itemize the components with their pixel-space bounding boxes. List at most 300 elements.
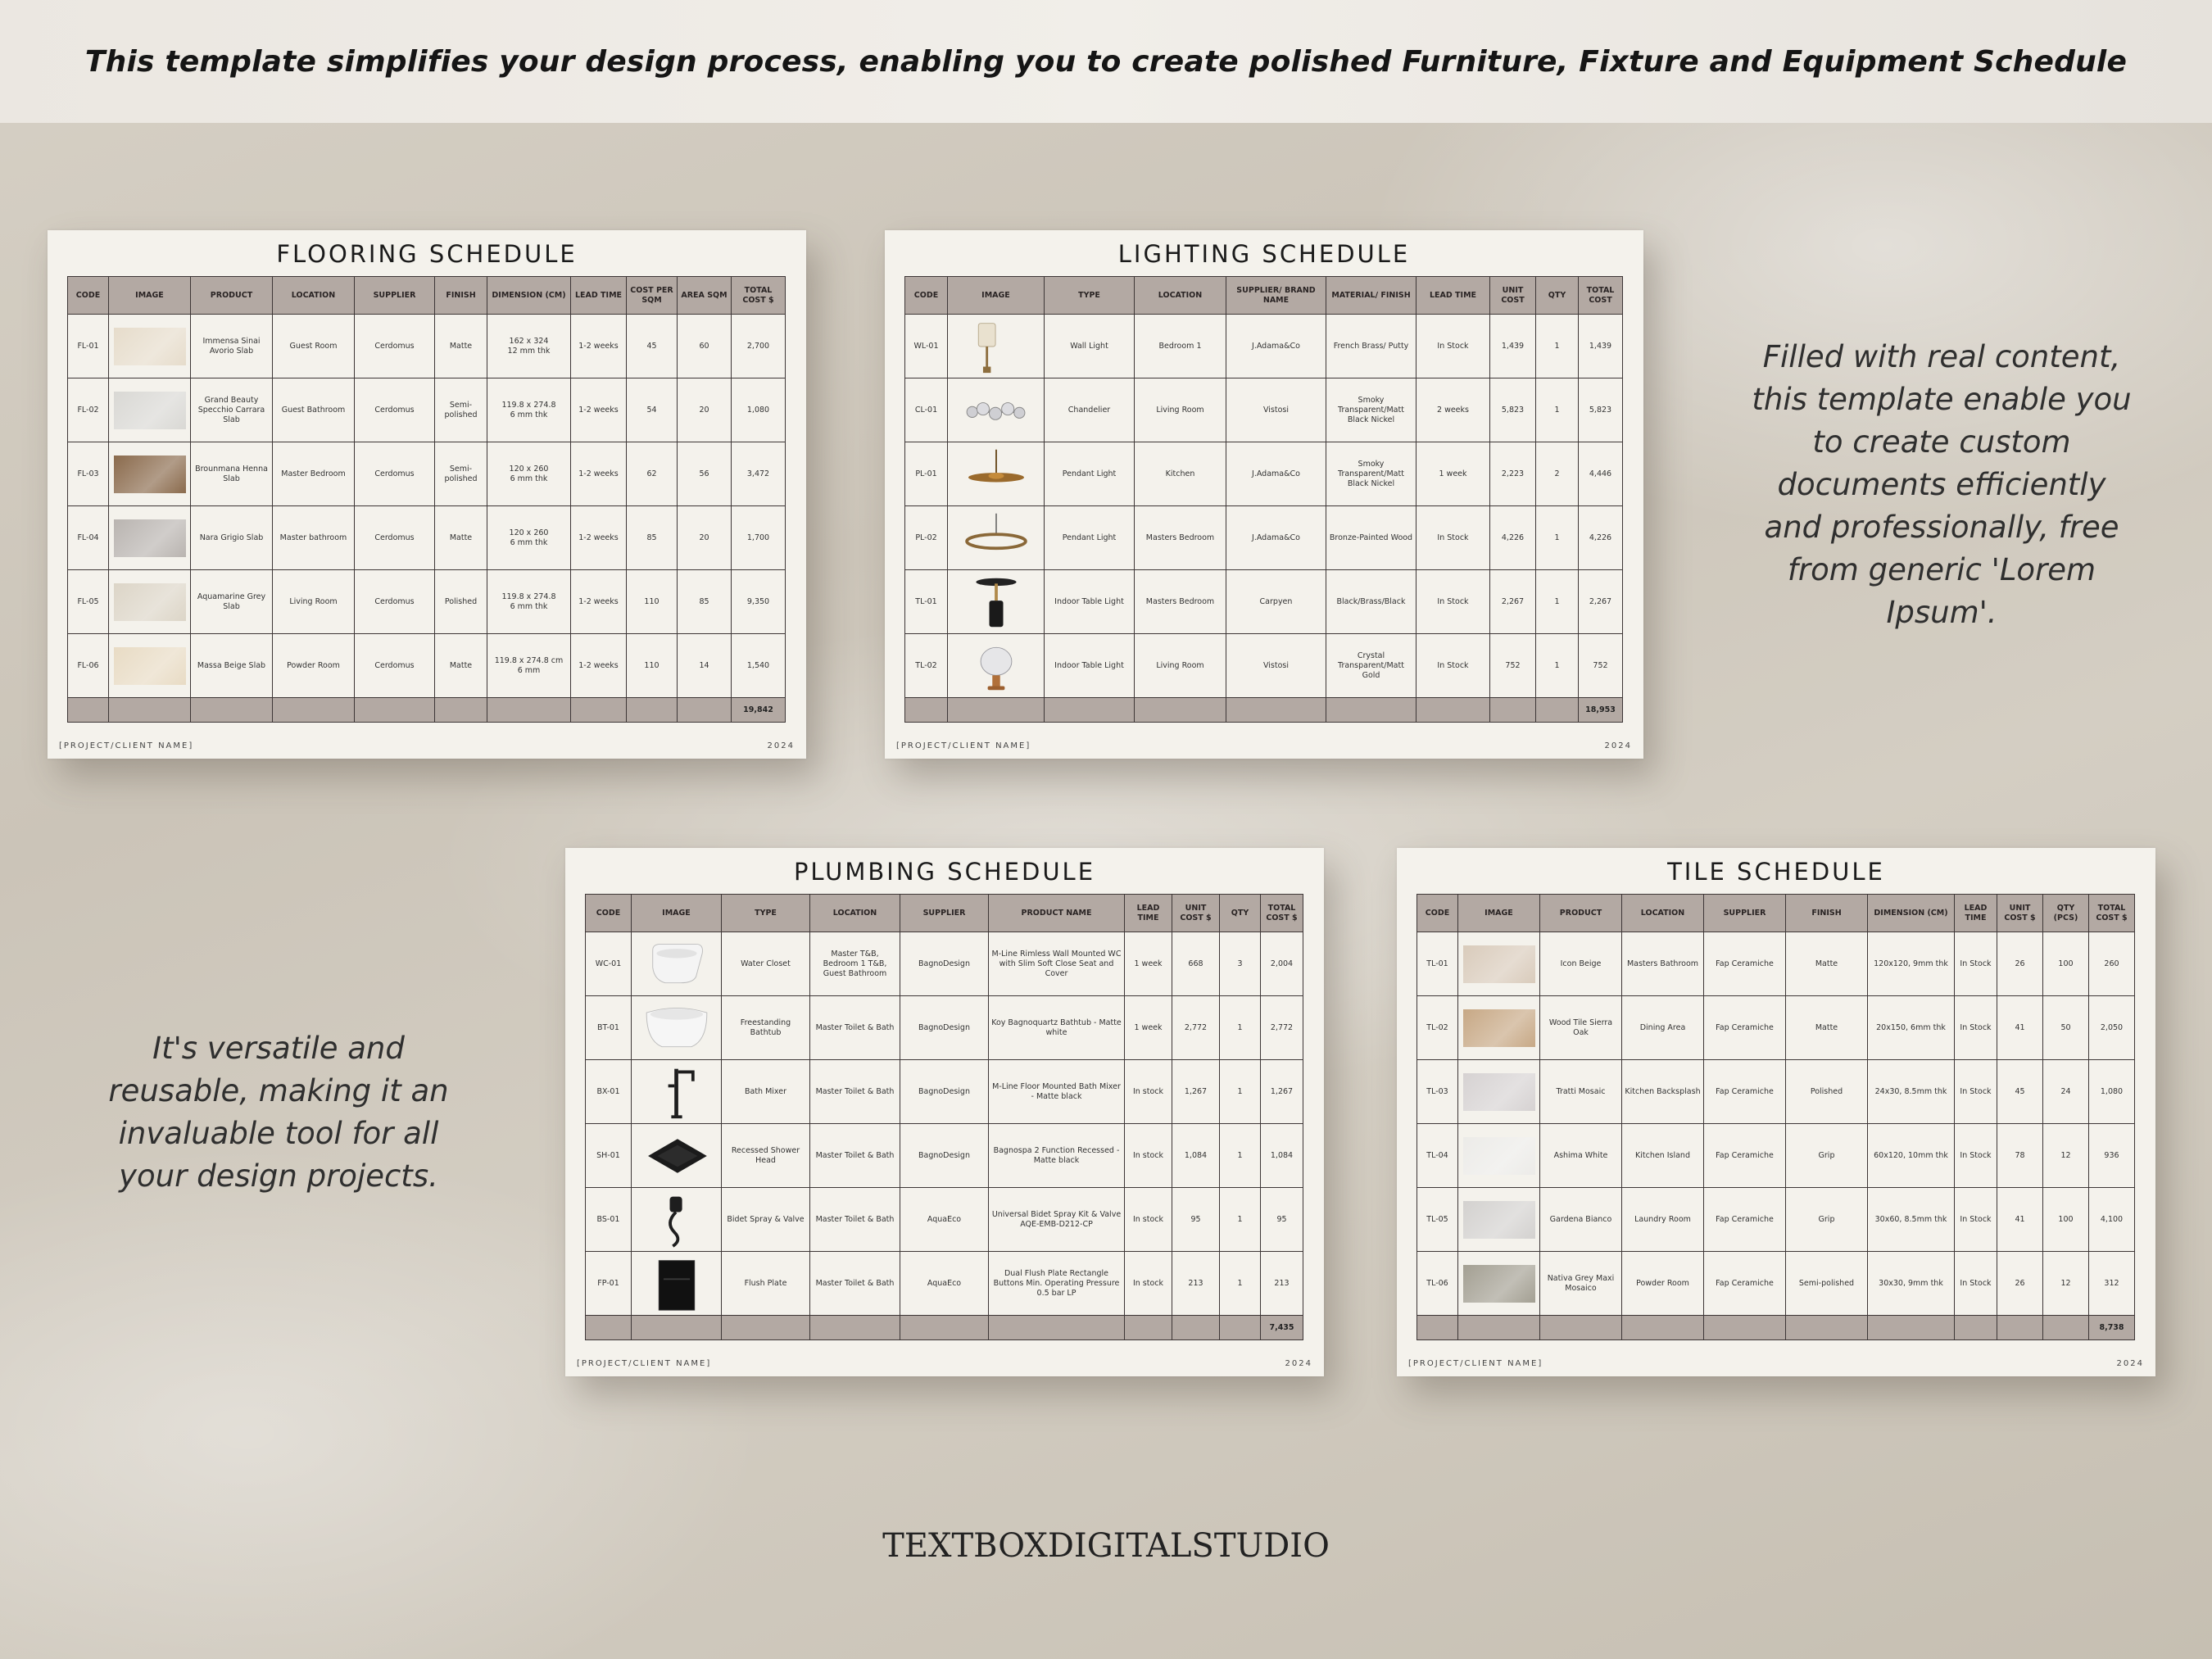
cell-type: Bath Mixer (722, 1060, 810, 1124)
column-header: CODE (905, 277, 948, 315)
cell-product: Dual Flush Plate Rectangle Buttons Min. Operating Pressure 0.5 bar LP (989, 1252, 1125, 1316)
cell-location: Guest Room (273, 315, 355, 378)
sheet-title: FLOORING SCHEDULE (276, 240, 578, 268)
cell-unit: 213 (1172, 1252, 1220, 1316)
cell-code: BS-01 (586, 1188, 632, 1252)
table-row (68, 634, 786, 698)
cell-lead: In Stock (1955, 996, 1997, 1060)
cell-code: PL-02 (905, 506, 948, 570)
table-lamp-icon (952, 574, 1040, 630)
table-row (1417, 932, 2135, 996)
material-swatch (114, 583, 186, 621)
cell-location: Living Room (273, 570, 355, 634)
cell-product: M-Line Rimless Wall Mounted WC with Slim Soft Close Seat and Cover (989, 932, 1125, 996)
total-row-spacer (1868, 1316, 1955, 1340)
total-row-spacer (1220, 1316, 1261, 1340)
cell-qty: 1 (1536, 315, 1579, 378)
cell-lead: In Stock (1955, 1060, 1997, 1124)
cell-code: TL-02 (1417, 996, 1458, 1060)
cell-total: 1,080 (732, 378, 786, 442)
cell-unit: 1,439 (1490, 315, 1536, 378)
cell-dimension: 30x60, 8.5mm thk (1868, 1188, 1955, 1252)
cell-lead: 1-2 weeks (571, 442, 627, 506)
cell-type: Indoor Table Light (1045, 634, 1135, 698)
image-cell (1458, 1060, 1540, 1124)
cell-product: Brounmana Henna Slab (191, 442, 273, 506)
project-client-name: [PROJECT/CLIENT NAME] (1408, 1359, 1543, 1368)
total-row-spacer (948, 698, 1045, 723)
cell-supplier: Fap Ceramiche (1704, 1188, 1786, 1252)
cell-code: BT-01 (586, 996, 632, 1060)
cell-lead: In Stock (1416, 570, 1490, 634)
cell-location: Kitchen (1135, 442, 1226, 506)
cell-product: M-Line Floor Mounted Bath Mixer - Matte black (989, 1060, 1125, 1124)
year-label: 2024 (2116, 1359, 2144, 1368)
column-header: QTY (1220, 895, 1261, 932)
cell-supplier: J.Adama&Co (1226, 442, 1326, 506)
cell-unit: 78 (1997, 1124, 2043, 1188)
column-header: SUPPLIER (355, 277, 435, 315)
cell-type: Recessed Shower Head (722, 1124, 810, 1188)
cell-qty: 1 (1220, 1188, 1261, 1252)
cell-lead: 2 weeks (1416, 378, 1490, 442)
cell-unit: 45 (1997, 1060, 2043, 1124)
total-row-spacer (355, 698, 435, 723)
cell-product: Massa Beige Slab (191, 634, 273, 698)
cell-location: Living Room (1135, 378, 1226, 442)
cell-dimension: 24x30, 8.5mm thk (1868, 1060, 1955, 1124)
total-row-spacer (586, 1316, 632, 1340)
cell-type: Flush Plate (722, 1252, 810, 1316)
sheet-title: PLUMBING SCHEDULE (793, 858, 1096, 886)
cell-lead: 1 week (1125, 932, 1172, 996)
cell-product: Ashima White (1540, 1124, 1622, 1188)
cell-code: WL-01 (905, 315, 948, 378)
column-header: COST PER SQM (627, 277, 678, 315)
cell-code: FL-05 (68, 570, 109, 634)
cell-location: Masters Bedroom (1135, 506, 1226, 570)
cell-total: 4,100 (2089, 1188, 2135, 1252)
cell-supplier: BagnoDesign (900, 932, 989, 996)
table-row (1417, 1252, 2135, 1316)
cell-lead: In Stock (1955, 1124, 1997, 1188)
shower-head-icon (636, 1128, 718, 1184)
cell-code: TL-05 (1417, 1188, 1458, 1252)
column-header: IMAGE (948, 277, 1045, 315)
cell-total: 1,084 (1261, 1124, 1303, 1188)
cell-dimension: 30x30, 9mm thk (1868, 1252, 1955, 1316)
cell-unit: 5,823 (1490, 378, 1536, 442)
column-header: UNIT COST $ (1172, 895, 1220, 932)
cell-material: Bronze-Painted Wood (1326, 506, 1416, 570)
grand-total: 7,435 (1261, 1316, 1303, 1340)
image-cell (948, 442, 1045, 506)
cell-total: 3,472 (732, 442, 786, 506)
table-row (1417, 996, 2135, 1060)
image-cell (1458, 996, 1540, 1060)
plumbing-table (585, 894, 1303, 1340)
total-row-spacer (1786, 1316, 1868, 1340)
cell-unit: 2,267 (1490, 570, 1536, 634)
total-row-spacer (1045, 698, 1135, 723)
column-header: LEAD TIME (1955, 895, 1997, 932)
column-header: QTY (PCS) (2043, 895, 2089, 932)
total-row-spacer (1326, 698, 1416, 723)
total-row-spacer (1704, 1316, 1786, 1340)
cell-material: Smoky Transparent/Matt Black Nickel (1326, 378, 1416, 442)
material-swatch (1463, 1201, 1535, 1239)
column-header: FINISH (435, 277, 487, 315)
bidet-spray-icon (636, 1192, 718, 1248)
cell-product: Aquamarine Grey Slab (191, 570, 273, 634)
cell-unit: 1,084 (1172, 1124, 1220, 1188)
cell-qty: 1 (1220, 1252, 1261, 1316)
cell-lead: In Stock (1416, 315, 1490, 378)
cell-area: 56 (678, 442, 732, 506)
column-header: CODE (1417, 895, 1458, 932)
cell-supplier: Cerdomus (355, 506, 435, 570)
cell-finish: Matte (435, 506, 487, 570)
cell-supplier: BagnoDesign (900, 1060, 989, 1124)
cell-location: Masters Bathroom (1622, 932, 1704, 996)
table-row (905, 634, 1623, 698)
cell-location: Master Bedroom (273, 442, 355, 506)
cell-total: 1,700 (732, 506, 786, 570)
cell-product: Immensa Sinai Avorio Slab (191, 315, 273, 378)
column-header: SUPPLIER (900, 895, 989, 932)
table-row (586, 932, 1303, 996)
cell-dimension: 119.8 x 274.8 6 mm thk (487, 570, 571, 634)
cell-location: Guest Bathroom (273, 378, 355, 442)
cell-product: Gardena Bianco (1540, 1188, 1622, 1252)
image-cell (948, 506, 1045, 570)
total-row-spacer (487, 698, 571, 723)
cell-supplier: Fap Ceramiche (1704, 1252, 1786, 1316)
cell-supplier: Fap Ceramiche (1704, 996, 1786, 1060)
material-swatch (114, 456, 186, 493)
cell-code: FL-06 (68, 634, 109, 698)
image-cell (632, 1252, 722, 1316)
cell-dimension: 119.8 x 274.8 cm 6 mm (487, 634, 571, 698)
cell-location: Master Toilet & Bath (810, 1060, 900, 1124)
cell-lead: In Stock (1416, 634, 1490, 698)
cell-type: Water Closet (722, 932, 810, 996)
cell-location: Laundry Room (1622, 1188, 1704, 1252)
table-row (905, 378, 1623, 442)
image-cell (1458, 1252, 1540, 1316)
cell-material: Black/Brass/Black (1326, 570, 1416, 634)
cell-dimension: 162 x 324 12 mm thk (487, 315, 571, 378)
image-cell (632, 932, 722, 996)
cell-total: 1,540 (732, 634, 786, 698)
image-cell (632, 996, 722, 1060)
cell-code: FL-03 (68, 442, 109, 506)
column-header: AREA SQM (678, 277, 732, 315)
cell-finish: Semi-polished (1786, 1252, 1868, 1316)
cell-code: BX-01 (586, 1060, 632, 1124)
cell-total: 2,267 (1579, 570, 1623, 634)
image-cell (948, 634, 1045, 698)
cell-total: 95 (1261, 1188, 1303, 1252)
cell-type: Wall Light (1045, 315, 1135, 378)
bath-mixer-icon (636, 1064, 718, 1120)
project-client-name: [PROJECT/CLIENT NAME] (577, 1359, 712, 1368)
cell-type: Bidet Spray & Valve (722, 1188, 810, 1252)
cell-code: TL-06 (1417, 1252, 1458, 1316)
cell-location: Master Toilet & Bath (810, 1124, 900, 1188)
total-row-spacer (905, 698, 948, 723)
column-header: PRODUCT (1540, 895, 1622, 932)
image-cell (632, 1188, 722, 1252)
cell-finish: Semi-polished (435, 378, 487, 442)
column-header: SUPPLIER (1704, 895, 1786, 932)
cell-unit: 668 (1172, 932, 1220, 996)
table-row (905, 506, 1623, 570)
material-swatch (114, 392, 186, 429)
column-header: DIMENSION (CM) (487, 277, 571, 315)
cell-qty: 100 (2043, 932, 2089, 996)
cell-qty: 3 (1220, 932, 1261, 996)
total-row-spacer (1226, 698, 1326, 723)
grand-total: 8,738 (2089, 1316, 2135, 1340)
total-row-spacer (2043, 1316, 2089, 1340)
cell-qty: 100 (2043, 1188, 2089, 1252)
column-header: DIMENSION (CM) (1868, 895, 1955, 932)
cell-finish: Polished (1786, 1060, 1868, 1124)
column-header: PRODUCT NAME (989, 895, 1125, 932)
right-promo-text: Filled with real content, this template enable you to create custom documents efficiently and professionally, free from generic 'Lorem Ipsum'. (1752, 339, 2132, 630)
lighting-table (904, 276, 1623, 723)
material-swatch (1463, 1073, 1535, 1111)
cell-location: Master Toilet & Bath (810, 1188, 900, 1252)
cell-total: 1,267 (1261, 1060, 1303, 1124)
cell-area: 20 (678, 378, 732, 442)
cell-lead: 1-2 weeks (571, 634, 627, 698)
total-row-spacer (1622, 1316, 1704, 1340)
cell-finish: Matte (1786, 932, 1868, 996)
cell-product: Universal Bidet Spray Kit & Valve AQE-EMB-D212-CP (989, 1188, 1125, 1252)
total-row-spacer (722, 1316, 810, 1340)
cell-dimension: 120x120, 9mm thk (1868, 932, 1955, 996)
cell-finish: Matte (1786, 996, 1868, 1060)
cell-supplier: BagnoDesign (900, 1124, 989, 1188)
cell-qty: 50 (2043, 996, 2089, 1060)
column-header: LEAD TIME (1125, 895, 1172, 932)
cell-supplier: Cerdomus (355, 570, 435, 634)
glass-lamp-icon (952, 638, 1040, 694)
total-row-spacer (1997, 1316, 2043, 1340)
cell-lead: In stock (1125, 1188, 1172, 1252)
toilet-icon (636, 936, 718, 992)
column-header: LOCATION (1135, 277, 1226, 315)
sheet-title: TILE SCHEDULE (1667, 858, 1885, 886)
cell-area: 60 (678, 315, 732, 378)
cell-total: 2,050 (2089, 996, 2135, 1060)
image-cell (948, 315, 1045, 378)
cell-finish: Grip (1786, 1188, 1868, 1252)
cell-supplier: Cerdomus (355, 442, 435, 506)
cell-supplier: Fap Ceramiche (1704, 1060, 1786, 1124)
cell-lead: 1-2 weeks (571, 570, 627, 634)
cell-dimension: 120 x 260 6 mm thk (487, 506, 571, 570)
cell-lead: 1-2 weeks (571, 506, 627, 570)
cell-qty: 1 (1536, 570, 1579, 634)
cell-qty: 12 (2043, 1124, 2089, 1188)
cell-finish: Polished (435, 570, 487, 634)
cell-type: Freestanding Bathtub (722, 996, 810, 1060)
cell-location: Master Toilet & Bath (810, 996, 900, 1060)
cell-location: Masters Bedroom (1135, 570, 1226, 634)
cell-finish: Semi-polished (435, 442, 487, 506)
total-row-spacer (1416, 698, 1490, 723)
table-row (905, 315, 1623, 378)
cell-code: TL-03 (1417, 1060, 1458, 1124)
cell-lead: 1-2 weeks (571, 378, 627, 442)
cell-area: 85 (678, 570, 732, 634)
flooring-table (67, 276, 786, 723)
total-row (1417, 1316, 2135, 1340)
total-row-spacer (810, 1316, 900, 1340)
pendant-light-icon (952, 446, 1040, 502)
cell-code: WC-01 (586, 932, 632, 996)
column-header: LOCATION (273, 277, 355, 315)
cell-code: TL-01 (905, 570, 948, 634)
cell-supplier: AquaEco (900, 1188, 989, 1252)
column-header: LEAD TIME (571, 277, 627, 315)
cell-lead: In stock (1125, 1252, 1172, 1316)
table-row (68, 570, 786, 634)
cell-supplier: Cerdomus (355, 634, 435, 698)
flooring-schedule-sheet (48, 230, 806, 759)
cell-lead: In Stock (1955, 1252, 1997, 1316)
cell-unit: 26 (1997, 932, 2043, 996)
cell-code: FL-01 (68, 315, 109, 378)
cell-location: Powder Room (273, 634, 355, 698)
cell-supplier: J.Adama&Co (1226, 315, 1326, 378)
image-cell (1458, 1124, 1540, 1188)
cell-unit: 2,223 (1490, 442, 1536, 506)
cell-finish: Matte (435, 634, 487, 698)
cell-qty: 1 (1536, 506, 1579, 570)
cell-dimension: 120 x 260 6 mm thk (487, 442, 571, 506)
cell-lead: In Stock (1955, 1188, 1997, 1252)
total-row-spacer (435, 698, 487, 723)
studio-logo: TEXTBOXDIGITALSTUDIO (882, 1527, 1330, 1565)
cell-location: Master Toilet & Bath (810, 1252, 900, 1316)
cell-total: 9,350 (732, 570, 786, 634)
column-header: LOCATION (810, 895, 900, 932)
flush-plate-icon (636, 1256, 718, 1312)
year-label: 2024 (767, 741, 795, 750)
column-header: CODE (586, 895, 632, 932)
cell-unit: 95 (1172, 1188, 1220, 1252)
cell-dimension: 20x150, 6mm thk (1868, 996, 1955, 1060)
total-row-spacer (627, 698, 678, 723)
cell-location: Powder Room (1622, 1252, 1704, 1316)
total-row (68, 698, 786, 723)
cell-supplier: Vistosi (1226, 378, 1326, 442)
total-row-spacer (632, 1316, 722, 1340)
sheet-title: LIGHTING SCHEDULE (1117, 240, 1411, 268)
table-row (1417, 1188, 2135, 1252)
cell-type: Pendant Light (1045, 506, 1135, 570)
ring-pendant-icon (952, 510, 1040, 566)
cell-material: Smoky Transparent/Matt Black Nickel (1326, 442, 1416, 506)
cell-total: 1,080 (2089, 1060, 2135, 1124)
cell-location: Bedroom 1 (1135, 315, 1226, 378)
cell-location: Kitchen Backsplash (1622, 1060, 1704, 1124)
column-header: IMAGE (109, 277, 191, 315)
total-row-spacer (989, 1316, 1125, 1340)
cell-location: Dining Area (1622, 996, 1704, 1060)
material-swatch (1463, 945, 1535, 983)
total-row-spacer (900, 1316, 989, 1340)
image-cell (632, 1124, 722, 1188)
top-banner (0, 0, 2212, 123)
column-header: TOTAL COST $ (1261, 895, 1303, 932)
material-swatch (114, 519, 186, 557)
table-row (1417, 1060, 2135, 1124)
cell-cost: 54 (627, 378, 678, 442)
material-swatch (1463, 1265, 1535, 1303)
cell-supplier: Cerdomus (355, 378, 435, 442)
table-row (586, 1124, 1303, 1188)
cell-total: 2,700 (732, 315, 786, 378)
lighting-schedule-sheet (885, 230, 1643, 759)
total-row-spacer (1536, 698, 1579, 723)
image-cell (109, 634, 191, 698)
headline: This template simplifies your design process, enabling you to create polished Furniture, Fixture and Equipment Schedule (84, 44, 2128, 79)
cell-type: Indoor Table Light (1045, 570, 1135, 634)
cell-product: Wood Tile Sierra Oak (1540, 996, 1622, 1060)
cell-total: 312 (2089, 1252, 2135, 1316)
cell-cost: 85 (627, 506, 678, 570)
cell-total: 213 (1261, 1252, 1303, 1316)
cell-lead: In stock (1125, 1124, 1172, 1188)
grand-total: 18,953 (1579, 698, 1623, 723)
cell-code: FL-02 (68, 378, 109, 442)
cell-supplier: Fap Ceramiche (1704, 932, 1786, 996)
year-label: 2024 (1604, 741, 1632, 750)
total-row-spacer (1540, 1316, 1622, 1340)
cell-code: SH-01 (586, 1124, 632, 1188)
tile-schedule-sheet (1397, 848, 2155, 1376)
cell-unit: 752 (1490, 634, 1536, 698)
cell-total: 752 (1579, 634, 1623, 698)
cell-dimension: 119.8 x 274.8 6 mm thk (487, 378, 571, 442)
cell-product: Grand Beauty Specchio Carrara Slab (191, 378, 273, 442)
cell-code: FP-01 (586, 1252, 632, 1316)
cell-unit: 26 (1997, 1252, 2043, 1316)
project-client-name: [PROJECT/CLIENT NAME] (59, 741, 194, 750)
cell-finish: Matte (435, 315, 487, 378)
total-row-spacer (68, 698, 109, 723)
cell-lead: In stock (1125, 1060, 1172, 1124)
total-row (905, 698, 1623, 723)
cell-type: Pendant Light (1045, 442, 1135, 506)
image-cell (109, 378, 191, 442)
cell-lead: In Stock (1955, 932, 1997, 996)
table-row (68, 442, 786, 506)
cell-qty: 12 (2043, 1252, 2089, 1316)
cell-area: 20 (678, 506, 732, 570)
total-row-spacer (1417, 1316, 1458, 1340)
column-header: TOTAL COST $ (2089, 895, 2135, 932)
cell-supplier: Cerdomus (355, 315, 435, 378)
cell-supplier: AquaEco (900, 1252, 989, 1316)
cell-qty: 1 (1220, 996, 1261, 1060)
column-header: LEAD TIME (1416, 277, 1490, 315)
